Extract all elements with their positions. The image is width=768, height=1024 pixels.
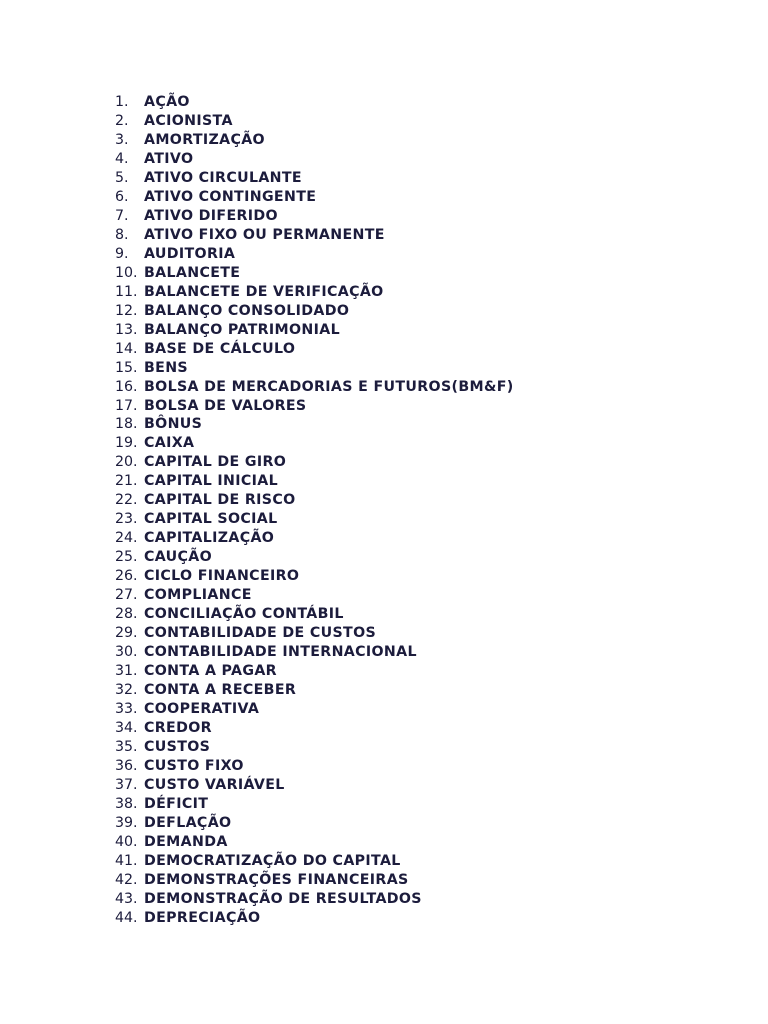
list-item [115, 719, 514, 738]
list-item [115, 624, 514, 643]
list-item-term: CAIXA [144, 435, 195, 452]
list-item [115, 757, 514, 776]
list-item-term: CONTA A PAGAR [144, 663, 277, 680]
list-item [115, 472, 514, 491]
list-item [115, 529, 514, 548]
list-item-term: ATIVO CONTINGENTE [144, 188, 317, 205]
list-item [115, 814, 514, 833]
list-item [115, 852, 514, 871]
list-item-number: 10. [115, 264, 138, 281]
list-item [115, 890, 514, 909]
list-item-term: DEMOCRATIZAÇÃO DO CAPITAL [144, 852, 401, 869]
list-item [115, 662, 514, 681]
list-item [115, 112, 514, 131]
list-item-number: 38. [115, 795, 138, 812]
list-item-term: CONTA A RECEBER [144, 682, 297, 699]
list-item [115, 871, 514, 890]
list-item-number: 37. [115, 776, 138, 793]
list-item-number: 21. [115, 473, 138, 490]
list-item [115, 359, 514, 378]
list-item-number: 4. [115, 150, 129, 167]
list-item-term: CAPITAL SOCIAL [144, 511, 278, 528]
list-item-number: 19. [115, 435, 138, 452]
list-item-number: 22. [115, 492, 138, 509]
list-item-term: DEFLAÇÃO [144, 814, 232, 831]
list-item-number: 20. [115, 454, 138, 471]
list-item-number: 13. [115, 321, 138, 338]
list-item [115, 150, 514, 169]
list-item [115, 397, 514, 416]
list-item-number: 17. [115, 397, 138, 414]
list-item-term: BALANÇO CONSOLIDADO [144, 302, 350, 319]
list-item [115, 700, 514, 719]
list-item [115, 567, 514, 586]
list-item [115, 434, 514, 453]
list-item-term: BALANCETE DE VERIFICAÇÃO [144, 283, 384, 300]
list-item-number: 15. [115, 359, 138, 376]
list-item-number: 12. [115, 302, 138, 319]
list-item [115, 226, 514, 245]
list-item-term: COMPLIANCE [144, 587, 252, 604]
list-item-term: CUSTO VARIÁVEL [144, 776, 285, 793]
list-item [115, 795, 514, 814]
list-item-number: 2. [115, 112, 129, 129]
list-item-term: DEMANDA [144, 833, 228, 850]
list-item-term: DEMONSTRAÇÃO DE RESULTADOS [144, 890, 422, 907]
list-item [115, 245, 514, 264]
list-item [115, 264, 514, 283]
list-item-term: CAPITAL DE RISCO [144, 492, 296, 509]
list-item [115, 283, 514, 302]
list-item-number: 5. [115, 169, 129, 186]
list-item [115, 510, 514, 529]
list-item-number: 7. [115, 207, 129, 224]
list-item-term: DEMONSTRAÇÕES FINANCEIRAS [144, 871, 409, 888]
list-item [115, 605, 514, 624]
list-item-number: 6. [115, 188, 129, 205]
list-item [115, 833, 514, 852]
list-item [115, 548, 514, 567]
list-item-term: CONTABILIDADE DE CUSTOS [144, 625, 377, 642]
list-item-term: BOLSA DE VALORES [144, 397, 307, 414]
list-item-number: 26. [115, 568, 138, 585]
list-item-number: 39. [115, 814, 138, 831]
list-item-number: 29. [115, 625, 138, 642]
list-item [115, 776, 514, 795]
list-item-number: 44. [115, 909, 138, 926]
list-item-term: BÔNUS [144, 416, 203, 433]
list-item [115, 491, 514, 510]
list-item [115, 321, 514, 340]
list-item-term: CAPITAL INICIAL [144, 473, 278, 490]
list-item [115, 169, 514, 188]
list-item-number: 31. [115, 663, 138, 680]
list-item-number: 27. [115, 587, 138, 604]
list-item-number: 14. [115, 340, 138, 357]
list-item-number: 35. [115, 738, 138, 755]
list-item-term: BOLSA DE MERCADORIAS E FUTUROS(BM&F) [144, 378, 514, 395]
list-item-number: 18. [115, 416, 138, 433]
list-item-term: CUSTOS [144, 738, 211, 755]
list-item-number: 1. [115, 94, 129, 110]
list-item-term: ATIVO [144, 150, 194, 167]
list-item [115, 93, 514, 112]
list-item [115, 643, 514, 662]
list-item-number: 36. [115, 757, 138, 774]
list-item-term: ATIVO CIRCULANTE [144, 169, 302, 186]
list-item-term: AMORTIZAÇÃO [144, 131, 265, 148]
list-item-number: 23. [115, 511, 138, 528]
list-item [115, 131, 514, 150]
list-item-term: BENS [144, 359, 188, 376]
list-item [115, 453, 514, 472]
list-item-term: BALANCETE [144, 264, 241, 281]
list-item-number: 11. [115, 283, 138, 300]
list-item-number: 24. [115, 530, 138, 547]
list-item [115, 738, 514, 757]
list-item-term: DÉFICIT [144, 795, 209, 812]
list-item-number: 8. [115, 226, 129, 243]
glossary-term-list [115, 93, 514, 928]
list-item [115, 681, 514, 700]
list-item-term: COOPERATIVA [144, 701, 260, 717]
list-item-number: 41. [115, 852, 138, 869]
list-item-term: CONTABILIDADE INTERNACIONAL [144, 644, 417, 661]
list-item-term: CONCILIAÇÃO CONTÁBIL [144, 606, 344, 623]
list-item-term: ACIONISTA [144, 112, 233, 129]
list-item-term: CICLO FINANCEIRO [144, 568, 300, 585]
list-item-term: CAUÇÃO [144, 549, 213, 566]
list-item [115, 340, 514, 359]
list-item-number: 25. [115, 549, 138, 566]
list-item-number: 33. [115, 701, 138, 717]
list-item-number: 43. [115, 890, 138, 907]
list-item-number: 28. [115, 606, 138, 623]
list-item-term: CREDOR [144, 719, 212, 736]
list-item [115, 586, 514, 605]
list-item-number: 30. [115, 644, 138, 661]
list-item-number: 42. [115, 871, 138, 888]
list-item-term: CUSTO FIXO [144, 757, 244, 774]
list-item-term: ATIVO FIXO OU PERMANENTE [144, 226, 385, 243]
list-item-term: AÇÃO [144, 94, 190, 110]
list-item [115, 378, 514, 397]
list-item-term: BASE DE CÁLCULO [144, 340, 296, 357]
list-item-number: 3. [115, 131, 129, 148]
list-item-term: DEPRECIAÇÃO [144, 909, 261, 926]
list-item [115, 207, 514, 226]
list-item-term: CAPITAL DE GIRO [144, 454, 287, 471]
list-item-term: BALANÇO PATRIMONIAL [144, 321, 340, 338]
list-item [115, 188, 514, 207]
list-item-number: 32. [115, 682, 138, 699]
list-item-term: CAPITALIZAÇÃO [144, 530, 275, 547]
list-item [115, 415, 514, 434]
list-item-number: 16. [115, 378, 138, 395]
list-item-number: 9. [115, 245, 129, 262]
list-item-number: 34. [115, 719, 138, 736]
list-item [115, 909, 514, 928]
list-item-term: ATIVO DIFERIDO [144, 207, 278, 224]
list-item-number: 40. [115, 833, 138, 850]
list-item-term: AUDITORIA [144, 245, 236, 262]
list-item [115, 302, 514, 321]
